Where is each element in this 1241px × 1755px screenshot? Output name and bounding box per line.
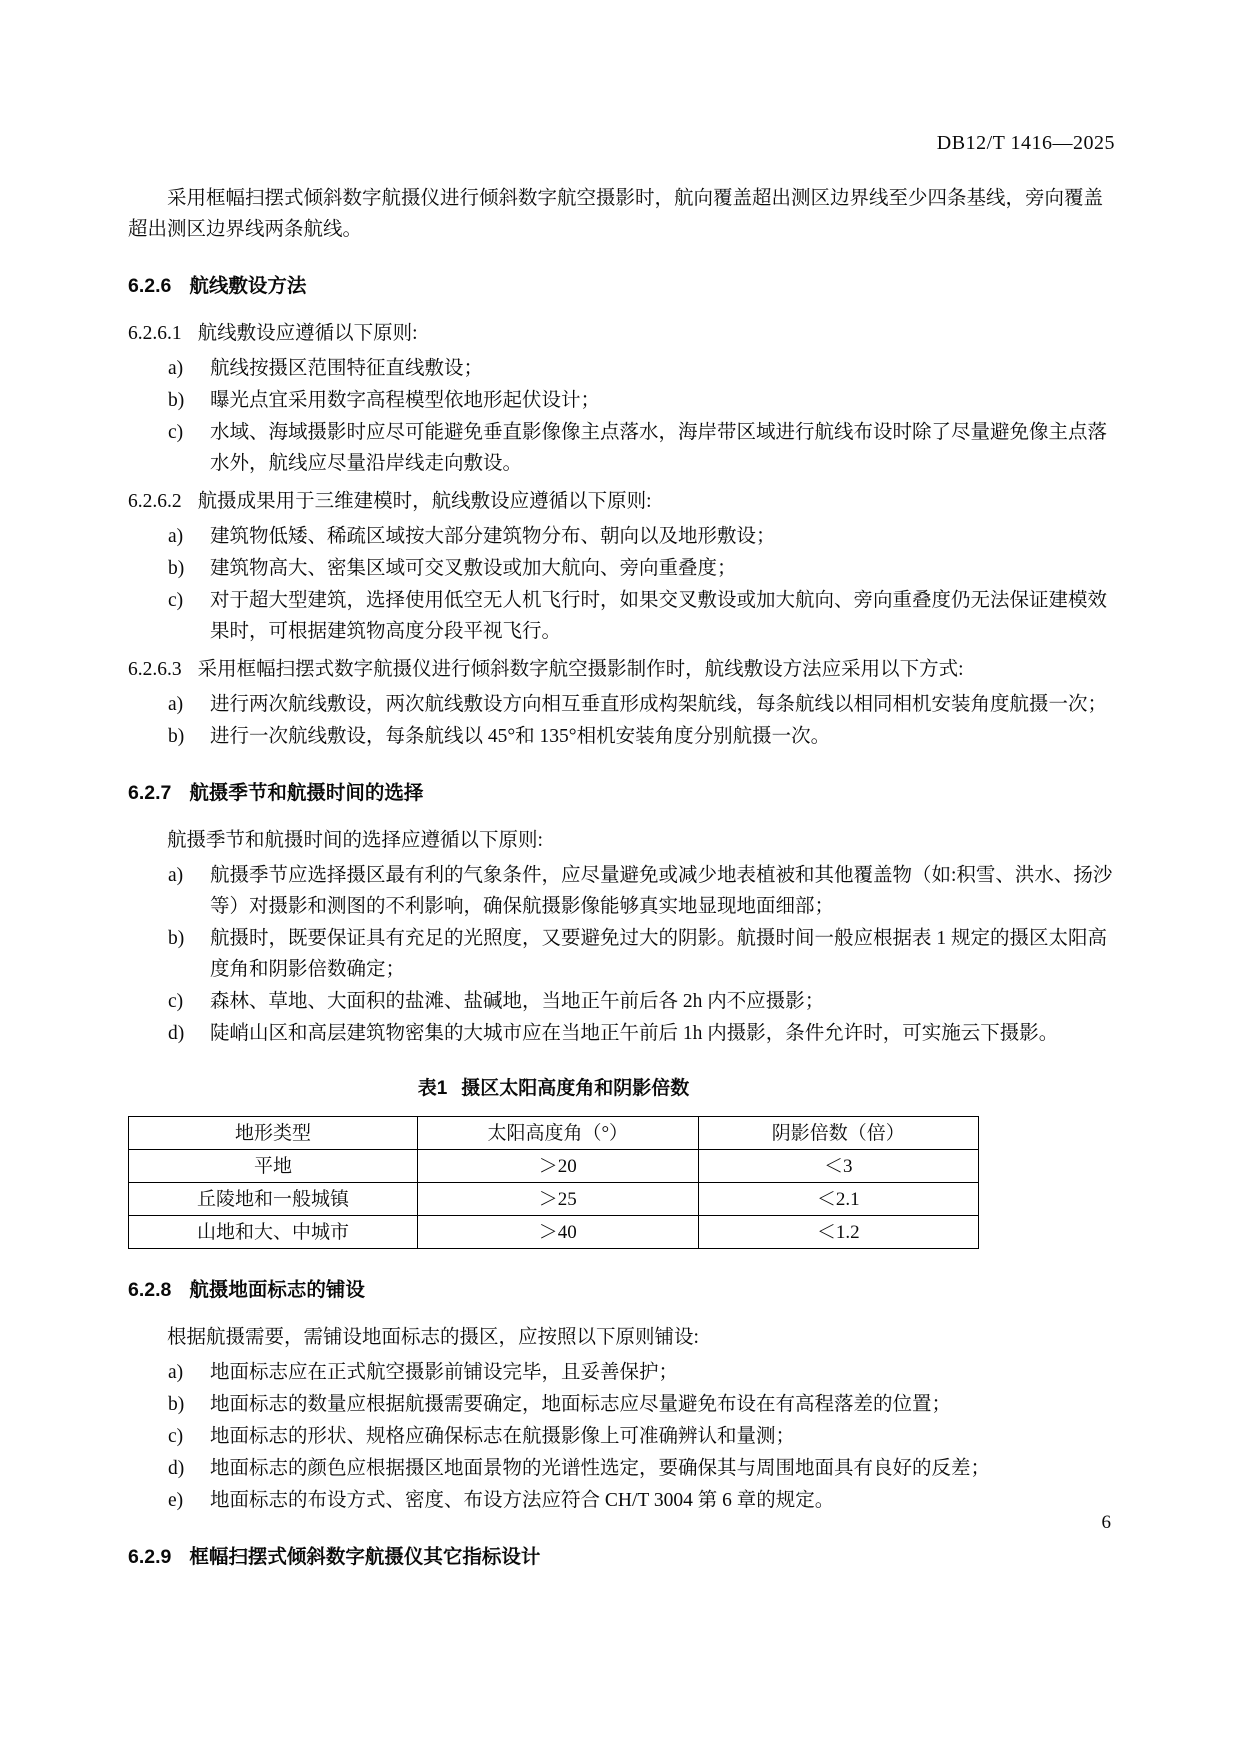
section-title: 航摄季节和航摄时间的选择 <box>189 782 424 804</box>
list-item-label: d) <box>168 1458 185 1479</box>
section-title: 航线敷设方法 <box>189 275 307 297</box>
section-heading-6-2-7 <box>128 778 1115 809</box>
section-number: 6.2.6 <box>128 275 172 297</box>
list-item-text: 航摄时，既要保证具有充足的光照度，又要避免过大的阴影。航摄时间一般应根据表 1 规定的摄区太阳高度角和阴影倍数确定； <box>210 928 1108 980</box>
list-item-label: b) <box>168 558 185 579</box>
section-number: 6.2.8 <box>128 1279 172 1301</box>
list-item-text: 地面标志应在正式航空摄影前铺设完毕，且妥善保护； <box>210 1362 679 1383</box>
list-item <box>128 1357 1115 1388</box>
list-item-label: b) <box>168 390 185 411</box>
table-header-cell: 阴影倍数（倍） <box>698 1117 979 1150</box>
table-header-row <box>129 1117 979 1150</box>
list-item <box>128 923 1115 985</box>
section-lead-paragraph: 根据航摄需要，需铺设地面标志的摄区，应按照以下原则铺设: <box>167 1327 699 1348</box>
list-item <box>128 353 1115 384</box>
table-cell: ＞20 <box>418 1150 699 1183</box>
list-item-text: 森林、草地、大面积的盐滩、盐碱地，当地正午前后各 2h 内不应摄影； <box>210 991 825 1012</box>
list-item-label: d) <box>168 1023 185 1044</box>
clause-6-2-6-2 <box>128 486 1115 517</box>
table-row <box>129 1216 979 1249</box>
list-item <box>128 1389 1115 1420</box>
list-item <box>128 1421 1115 1452</box>
list-item <box>128 1485 1115 1516</box>
clause-text: 采用框幅扫摆式数字航摄仪进行倾斜数字航空摄影制作时，航线敷设方法应采用以下方式: <box>197 659 964 680</box>
page-number: 6 <box>1101 1512 1111 1533</box>
list-item <box>128 860 1115 922</box>
list-item <box>128 553 1115 584</box>
list-item-label: b) <box>168 726 185 747</box>
table-row <box>129 1183 979 1216</box>
list-item-label: b) <box>168 1394 185 1415</box>
list-item-label: b) <box>168 928 185 949</box>
section-number: 6.2.7 <box>128 782 172 804</box>
table-header-cell: 地形类型 <box>129 1117 418 1150</box>
list-item <box>128 521 1115 552</box>
list-item-text: 水域、海域摄影时应尽可能避免垂直影像像主点落水，海岸带区域进行航线布设时除了尽量避免像主点落水外，航线应尽量沿岸线走向敷设。 <box>210 422 1108 474</box>
list-item-text: 地面标志的颜色应根据摄区地面景物的光谱性选定，要确保其与周围地面具有良好的反差； <box>210 1458 991 1479</box>
list-item-text: 地面标志的数量应根据航摄需要确定，地面标志应尽量避免布设在有高程落差的位置； <box>210 1394 952 1415</box>
table1-caption-title: 摄区太阳高度角和阴影倍数 <box>461 1078 690 1099</box>
list-item-text: 地面标志的形状、规格应确保标志在航摄影像上可准确辨认和量测； <box>210 1426 796 1447</box>
list-item-text: 建筑物高大、密集区域可交叉敷设或加大航向、旁向重叠度； <box>210 558 737 579</box>
table-cell: ＜2.1 <box>698 1183 979 1216</box>
list-item-label: e) <box>168 1490 184 1511</box>
list-item <box>128 689 1115 720</box>
table-cell: ＞25 <box>418 1183 699 1216</box>
clause-6-2-6-1 <box>128 318 1115 349</box>
list-item-text: 陡峭山区和高层建筑物密集的大城市应在当地正午前后 1h 内摄影，条件允许时，可实施云下摄影。 <box>210 1023 1059 1044</box>
list-item-text: 对于超大型建筑，选择使用低空无人机飞行时，如果交叉敷设或加大航向、旁向重叠度仍无法保证建模效果时，可根据建筑物高度分段平视飞行。 <box>210 590 1108 642</box>
list-item-label: c) <box>168 422 184 443</box>
section-heading-6-2-9 <box>128 1542 1115 1573</box>
table1-container <box>128 1073 979 1249</box>
section-heading-6-2-6 <box>128 271 1115 302</box>
list-item <box>128 417 1115 479</box>
intro-paragraph: 采用框幅扫摆式倾斜数字航摄仪进行倾斜数字航空摄影时，航向覆盖超出测区边界线至少四条基线，旁向覆盖超出测区边界线两条航线。 <box>128 188 1104 240</box>
list-item <box>128 986 1115 1017</box>
list-item-text: 曝光点宜采用数字高程模型依地形起伏设计； <box>210 390 601 411</box>
table-cell: ＜1.2 <box>698 1216 979 1249</box>
list-item <box>128 585 1115 647</box>
list-item <box>128 1453 1115 1484</box>
list-item-label: c) <box>168 1426 184 1447</box>
doc-number: DB12/T 1416—2025 <box>936 132 1115 154</box>
list-item-text: 进行两次航线敷设，两次航线敷设方向相互垂直形成构架航线，每条航线以相同相机安装角度航摄一次； <box>210 694 1108 715</box>
clause-text: 航线敷设应遵循以下原则: <box>197 323 418 344</box>
list-item-text: 地面标志的布设方式、密度、布设方法应符合 CH/T 3004 第 6 章的规定。 <box>210 1490 835 1511</box>
table1-caption <box>128 1073 979 1104</box>
list-item-label: a) <box>168 1362 184 1383</box>
list-item-text: 进行一次航线敷设，每条航线以 45°和 135°相机安装角度分别航摄一次。 <box>210 726 831 747</box>
table-cell: 平地 <box>129 1150 418 1183</box>
list-item <box>128 721 1115 752</box>
list-item <box>128 385 1115 416</box>
table-header-cell: 太阳高度角（°） <box>418 1117 699 1150</box>
clause-number: 6.2.6.3 <box>128 659 182 680</box>
table1-caption-label: 表1 <box>417 1078 448 1099</box>
clause-number: 6.2.6.2 <box>128 491 182 512</box>
list-item-text: 建筑物低矮、稀疏区域按大部分建筑物分布、朝向以及地形敷设； <box>210 526 776 547</box>
section-title: 框幅扫摆式倾斜数字航摄仪其它指标设计 <box>189 1546 541 1568</box>
clause-number: 6.2.6.1 <box>128 323 182 344</box>
clause-text: 航摄成果用于三维建模时，航线敷设应遵循以下原则: <box>197 491 652 512</box>
table-cell: ＞40 <box>418 1216 699 1249</box>
list-item-label: a) <box>168 865 184 886</box>
list-item-text: 航线按摄区范围特征直线敷设； <box>210 358 484 379</box>
table-cell: 丘陵地和一般城镇 <box>129 1183 418 1216</box>
table-cell: 山地和大、中城市 <box>129 1216 418 1249</box>
clause-6-2-6-3 <box>128 654 1115 685</box>
section-lead-paragraph: 航摄季节和航摄时间的选择应遵循以下原则: <box>167 830 543 851</box>
section-title: 航摄地面标志的铺设 <box>189 1279 365 1301</box>
table-cell: ＜3 <box>698 1150 979 1183</box>
list-item-label: a) <box>168 694 184 715</box>
list-item-label: c) <box>168 991 184 1012</box>
table-row <box>129 1150 979 1183</box>
section-heading-6-2-8 <box>128 1275 1115 1306</box>
list-item <box>128 1018 1115 1049</box>
list-item-text: 航摄季节应选择摄区最有利的气象条件，应尽量避免或减少地表植被和其他覆盖物（如:积雪、洪水、扬沙等）对摄影和测图的不利影响，确保航摄影像能够真实地显现地面细部； <box>210 865 1113 917</box>
list-item-label: a) <box>168 358 184 379</box>
list-item-label: a) <box>168 526 184 547</box>
section-number: 6.2.9 <box>128 1546 172 1568</box>
table1 <box>128 1116 979 1249</box>
list-item-label: c) <box>168 590 184 611</box>
